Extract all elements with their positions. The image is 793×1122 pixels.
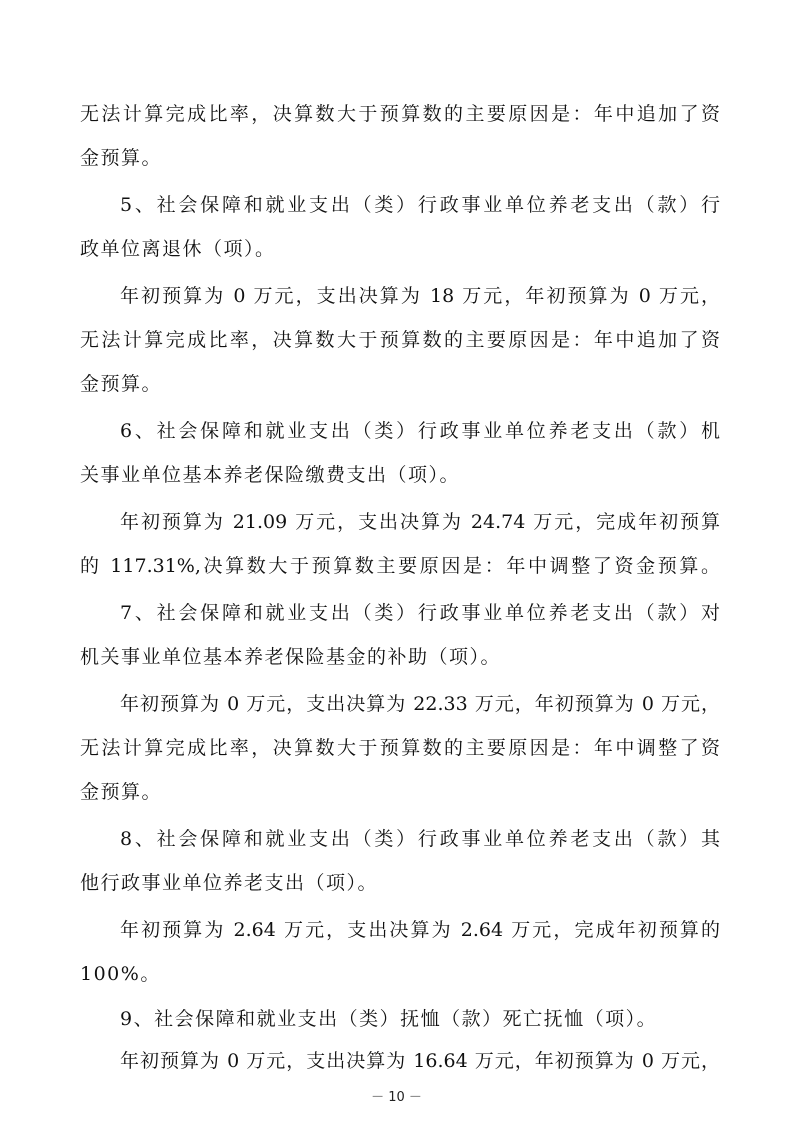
body-line: 他行政事业单位养老支出（项）。 — [80, 872, 379, 894]
body-line: 金预算。 — [80, 373, 163, 395]
body-line: 金预算。 — [80, 781, 163, 803]
body-line: 的 117.31%,决算数大于预算数主要原因是：年中调整了资金预算。 — [80, 555, 720, 577]
body-line: 年初预算为 0 万元，支出决算为 18 万元，年初预算为 0 万元， — [120, 285, 720, 307]
body-line: 年初预算为 21.09 万元，支出决算为 24.74 万元，完成年初预算 — [120, 511, 720, 533]
page-number: － 10 － — [371, 1090, 422, 1105]
body-line: 年初预算为 0 万元，支出决算为 16.64 万元，年初预算为 0 万元， — [120, 1050, 720, 1072]
body-line: 无法计算完成比率，决算数大于预算数的主要原因是：年中调整了资 — [80, 737, 720, 759]
body-line: 政单位离退休（项）。 — [80, 238, 276, 260]
body-line: 6、社会保障和就业支出（类）行政事业单位养老支出（款）机 — [120, 420, 720, 442]
body-line: 机关事业单位基本养老保险基金的补助（项）。 — [80, 646, 502, 668]
body-line: 无法计算完成比率，决算数大于预算数的主要原因是：年中追加了资 — [80, 103, 720, 125]
body-line: 8、社会保障和就业支出（类）行政事业单位养老支出（款）其 — [120, 828, 720, 850]
body-line: 年初预算为 2.64 万元，支出决算为 2.64 万元，完成年初预算的 — [120, 919, 720, 941]
body-line: 100%。 — [80, 963, 161, 985]
body-line: 9、社会保障和就业支出（类）抚恤（款）死亡抚恤（项）。 — [120, 1008, 658, 1030]
body-line: 年初预算为 0 万元，支出决算为 22.33 万元，年初预算为 0 万元， — [120, 693, 720, 715]
body-line: 金预算。 — [80, 147, 163, 169]
body-line: 无法计算完成比率，决算数大于预算数的主要原因是：年中追加了资 — [80, 329, 720, 351]
body-line: 5、社会保障和就业支出（类）行政事业单位养老支出（款）行 — [120, 194, 720, 216]
body-line: 关事业单位基本养老保险缴费支出（项）。 — [80, 464, 461, 486]
body-line: 7、社会保障和就业支出（类）行政事业单位养老支出（款）对 — [120, 602, 720, 624]
